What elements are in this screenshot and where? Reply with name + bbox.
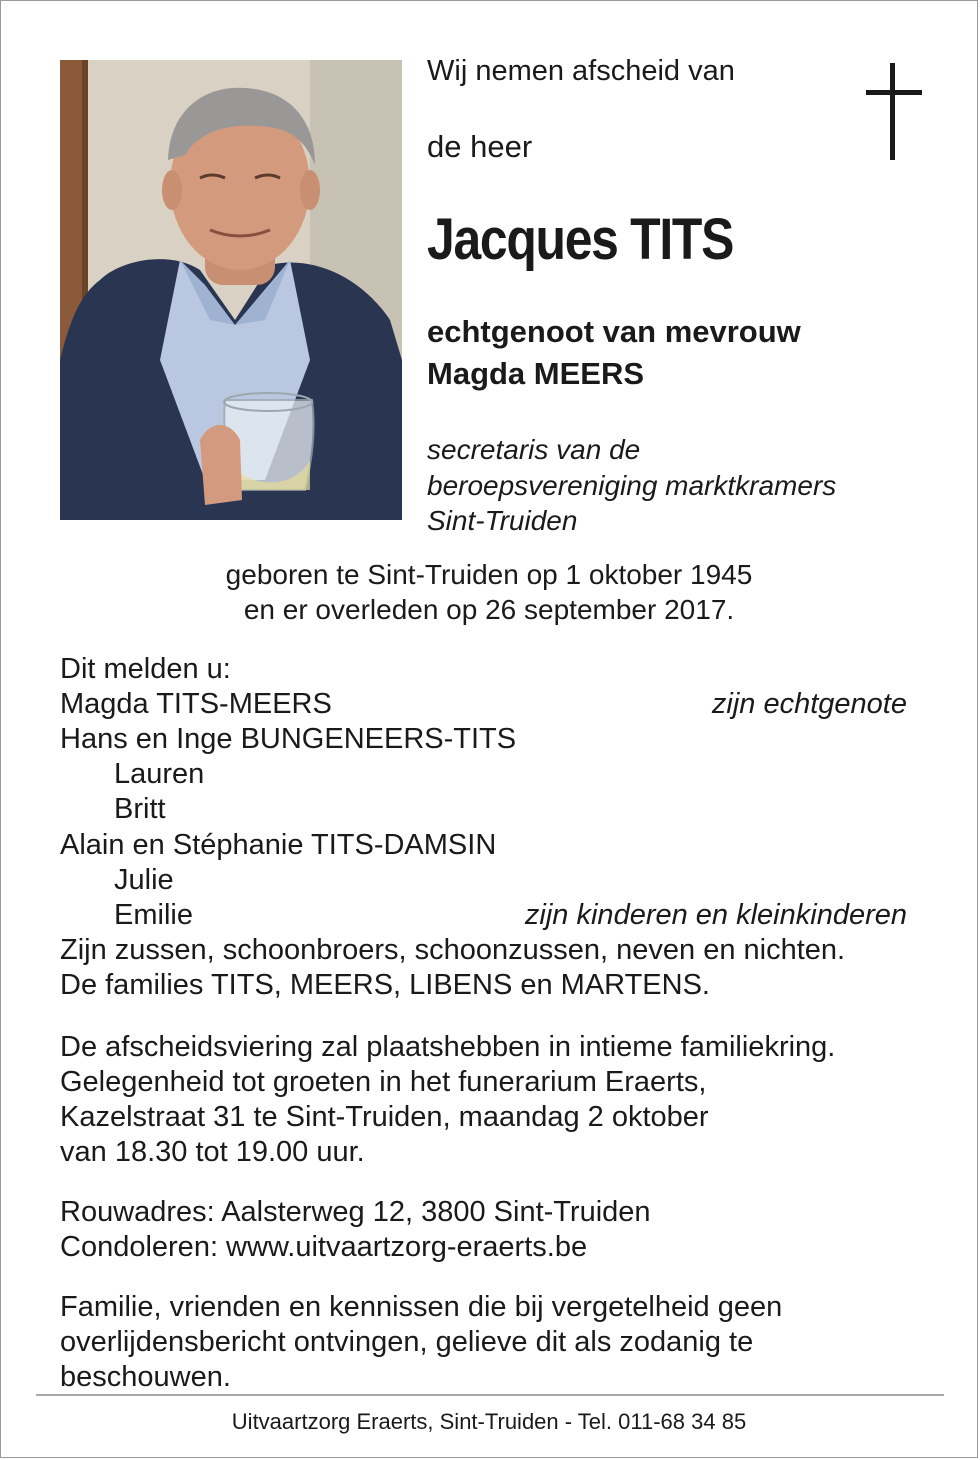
- announcer-name: Hans en Inge BUNGENEERS-TITS: [60, 723, 517, 755]
- spouse-line: echtgenoot van mevrouw: [427, 314, 801, 349]
- announcer-role: zijn echtgenote: [711, 688, 907, 720]
- ceremony-line: De afscheidsviering zal plaatshebben in intieme familiekring.: [60, 1031, 836, 1063]
- function-line: secretaris van de: [427, 434, 641, 465]
- funeral-home-footer: Uitvaartzorg Eraerts, Sint-Truiden - Tel. 011-68 34 85: [231, 1409, 747, 1434]
- death-line: en er overleden op 26 september 2017.: [243, 594, 735, 625]
- portrait-photo: [60, 60, 402, 520]
- deceased-name: Jacques TITS: [427, 207, 734, 272]
- closing-line: beschouwen.: [60, 1361, 231, 1393]
- grandchild-name: Lauren: [114, 758, 205, 790]
- relatives-line: Zijn zussen, schoonbroers, schoonzussen, neven en nichten.: [60, 934, 846, 966]
- ceremony-line: Kazelstraat 31 te Sint-Truiden, maandag 2 oktober: [60, 1101, 709, 1133]
- announcer-name: Magda TITS-MEERS: [60, 688, 332, 720]
- ceremony-line: Gelegenheid tot groeten in het funerarium Eraerts,: [60, 1066, 707, 1098]
- cross-icon: [863, 63, 925, 161]
- announcer-role: zijn kinderen en kleinkinderen: [524, 899, 907, 931]
- intro-text: Wij nemen afscheid van: [427, 55, 735, 87]
- grandchild-name: Emilie: [114, 899, 193, 931]
- grandchild-name: Julie: [114, 864, 174, 896]
- spouse-name: Magda MEERS: [427, 356, 645, 391]
- portrait-illustration: [60, 60, 402, 520]
- birth-line: geboren te Sint-Truiden op 1 oktober 1945: [225, 559, 753, 590]
- ceremony-line: van 18.30 tot 19.00 uur.: [60, 1136, 365, 1168]
- families-line: De families TITS, MEERS, LIBENS en MARTENS.: [60, 969, 710, 1001]
- mourning-address: Rouwadres: Aalsterweg 12, 3800 Sint-Truiden: [60, 1196, 651, 1228]
- honorific: de heer: [427, 129, 533, 164]
- function-line: Sint-Truiden: [427, 505, 578, 536]
- announcers-heading: Dit melden u:: [60, 653, 231, 685]
- condolence-website: Condoleren: www.uitvaartzorg-eraerts.be: [60, 1231, 588, 1263]
- announcer-name: Alain en Stéphanie TITS-DAMSIN: [60, 829, 497, 861]
- closing-line: overlijdensbericht ontvingen, gelieve dit als zodanig te: [60, 1326, 754, 1358]
- grandchild-name: Britt: [114, 793, 166, 825]
- function-line: beroepsvereniging marktkramers: [427, 470, 837, 501]
- closing-line: Familie, vrienden en kennissen die bij vergetelheid geen: [60, 1291, 783, 1323]
- footer-divider: [36, 1394, 944, 1396]
